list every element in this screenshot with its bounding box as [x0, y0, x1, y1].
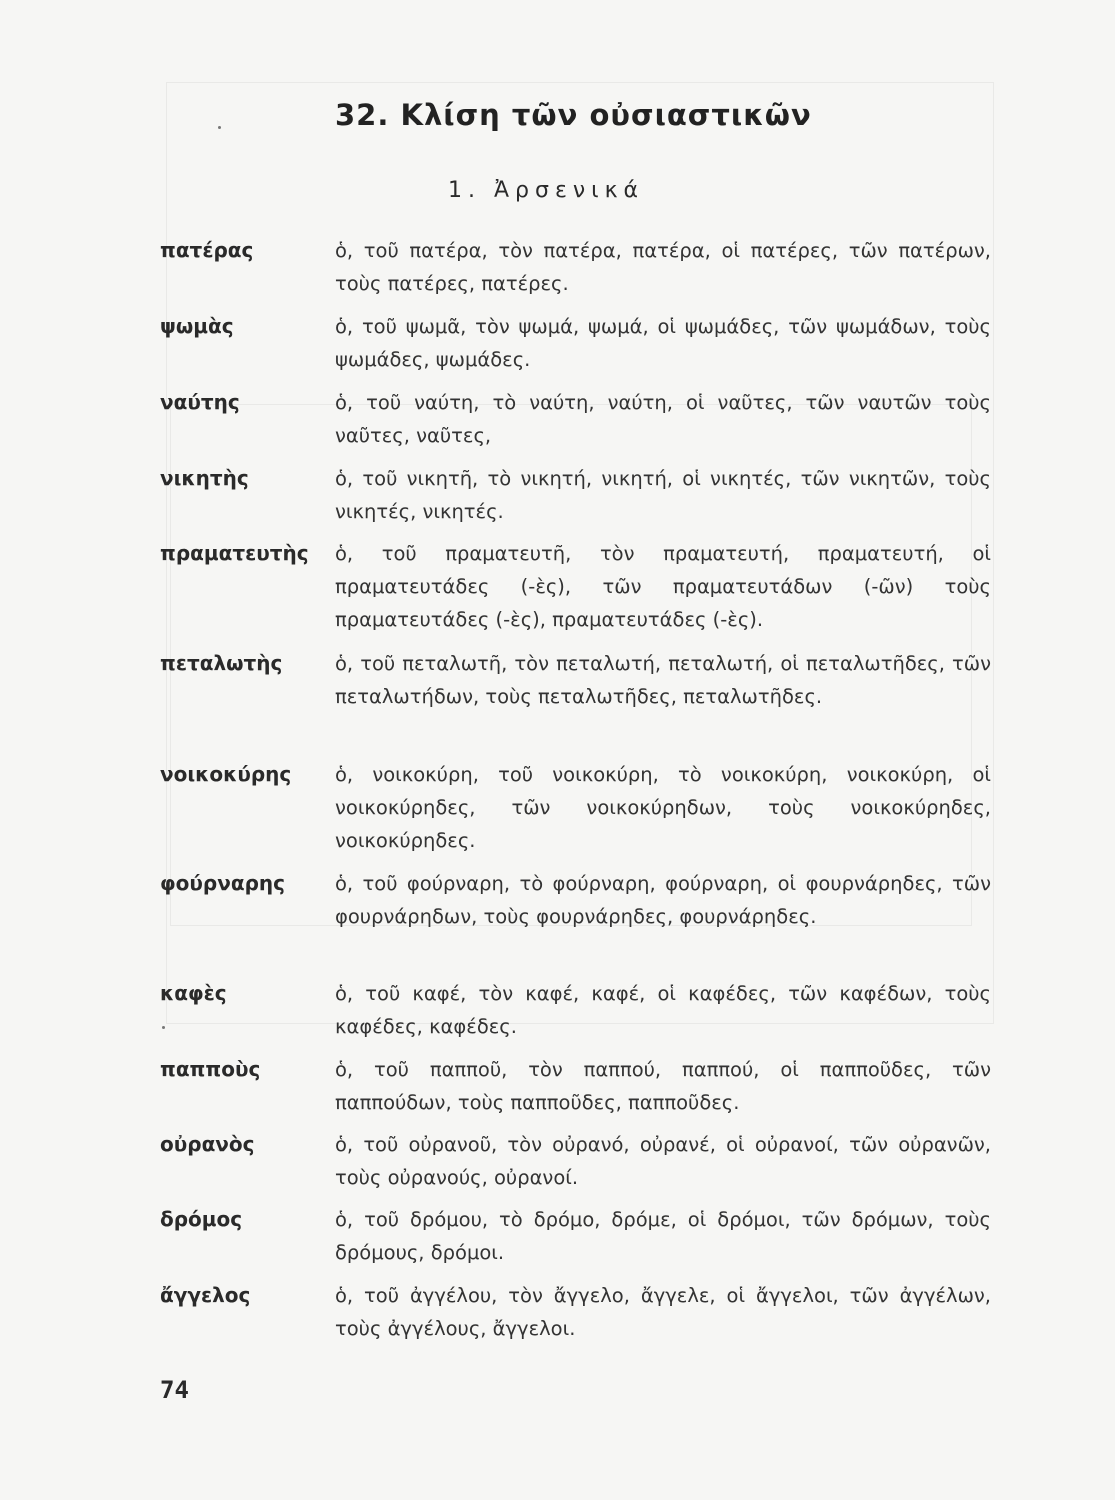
entry-forms: ὁ, τοῦ πραματευτῆ, τὸν πραματευτή, πραματευτή, οἱ πραματευτάδες (-ὲς), τῶν πραματευτάδων (-ῶν) τοὺς πραματευτάδες (-ὲς), πραματευτάδες (-ὲς).	[335, 542, 991, 631]
entry-forms: ὁ, τοῦ φούρναρη, τὸ φούρναρη, φούρναρη, οἱ φουρνάρηδες, τῶν φουρνάρηδων, τοὺς φουρνάρηδες, φουρνάρηδες.	[335, 872, 991, 928]
entry-headword: πατέρας	[160, 238, 254, 262]
entry-forms: ὁ, τοῦ παπποῦ, τὸν παππού, παππού, οἱ παπποῦδες, τῶν παππούδων, τοὺς παπποῦδες, παπποῦδες.	[335, 1058, 991, 1114]
entry-forms: ὁ, νοικοκύρη, τοῦ νοικοκύρη, τὸ νοικοκύρη, νοικοκύρη, οἱ νοικοκύρηδες, τῶν νοικοκύρηδων, τοὺς νοικοκύρηδες, νοικοκύρηδες.	[335, 763, 991, 852]
entry-forms: ὁ, τοῦ δρόμου, τὸ δρόμο, δρόμε, οἱ δρόμοι, τῶν δρόμων, τοὺς δρόμους, δρόμοι.	[335, 1208, 991, 1264]
entry-headword: παπποὺς	[160, 1057, 261, 1081]
entry-headword: νοικοκύρης	[160, 762, 292, 786]
entry-forms: ὁ, τοῦ ἀγγέλου, τὸν ἄγγελο, ἄγγελε, οἱ ἄγγελοι, τῶν ἀγγέλων, τοὺς ἀγγέλους, ἄγγελοι.	[335, 1284, 991, 1340]
entry-forms: ὁ, τοῦ πατέρα, τὸν πατέρα, πατέρα, οἱ πατέρες, τῶν πατέρων, τοὺς πατέρες, πατέρες.	[335, 239, 991, 295]
entry-forms: ὁ, τοῦ οὐρανοῦ, τὸν οὐρανό, οὐρανέ, οἱ οὐρανοί, τῶν οὐρανῶν, τοὺς οὐρανούς, οὐρανοί.	[335, 1133, 991, 1189]
entry-headword: ναύτης	[160, 390, 240, 414]
entry-headword: φούρναρης	[160, 871, 285, 895]
print-speck	[162, 1026, 165, 1029]
entry-forms: ὁ, τοῦ νικητῆ, τὸ νικητή, νικητή, οἱ νικητές, τῶν νικητῶν, τοὺς νικητές, νικητές.	[335, 467, 991, 523]
entry-headword: νικητὴς	[160, 466, 249, 490]
entry-headword: πεταλωτὴς	[160, 651, 283, 675]
entry-forms: ὁ, τοῦ ναύτη, τὸ ναύτη, ναύτη, οἱ ναῦτες, τῶν ναυτῶν τοὺς ναῦτες, ναῦτες,	[335, 391, 991, 447]
entry-headword: ψωμὰς	[160, 314, 234, 338]
print-speck	[218, 126, 221, 129]
entry-forms: ὁ, τοῦ ψωμᾶ, τὸν ψωμά, ψωμά, οἱ ψωμάδες, τῶν ψωμάδων, τοὺς ψωμάδες, ψωμάδες.	[335, 315, 991, 371]
entry-headword: καφὲς	[160, 981, 227, 1005]
section-title: 32. Κλίση τῶν οὐσιαστικῶν	[335, 98, 812, 132]
page-number: 74	[160, 1376, 189, 1404]
entry-headword: οὐρανὸς	[160, 1132, 255, 1156]
entry-headword: δρόμος	[160, 1207, 243, 1231]
section-subtitle: 1. Ἀρσενικά	[448, 178, 645, 203]
entry-forms: ὁ, τοῦ πεταλωτῆ, τὸν πεταλωτή, πεταλωτή, οἱ πεταλωτῆδες, τῶν πεταλωτήδων, τοὺς πεταλωτῆδες, πεταλωτῆδες.	[335, 652, 991, 708]
entry-headword: πραματευτὴς	[160, 541, 309, 565]
entry-headword: ἄγγελος	[160, 1283, 251, 1307]
entry-forms: ὁ, τοῦ καφέ, τὸν καφέ, καφέ, οἱ καφέδες, τῶν καφέδων, τοὺς καφέδες, καφέδες.	[335, 982, 991, 1038]
